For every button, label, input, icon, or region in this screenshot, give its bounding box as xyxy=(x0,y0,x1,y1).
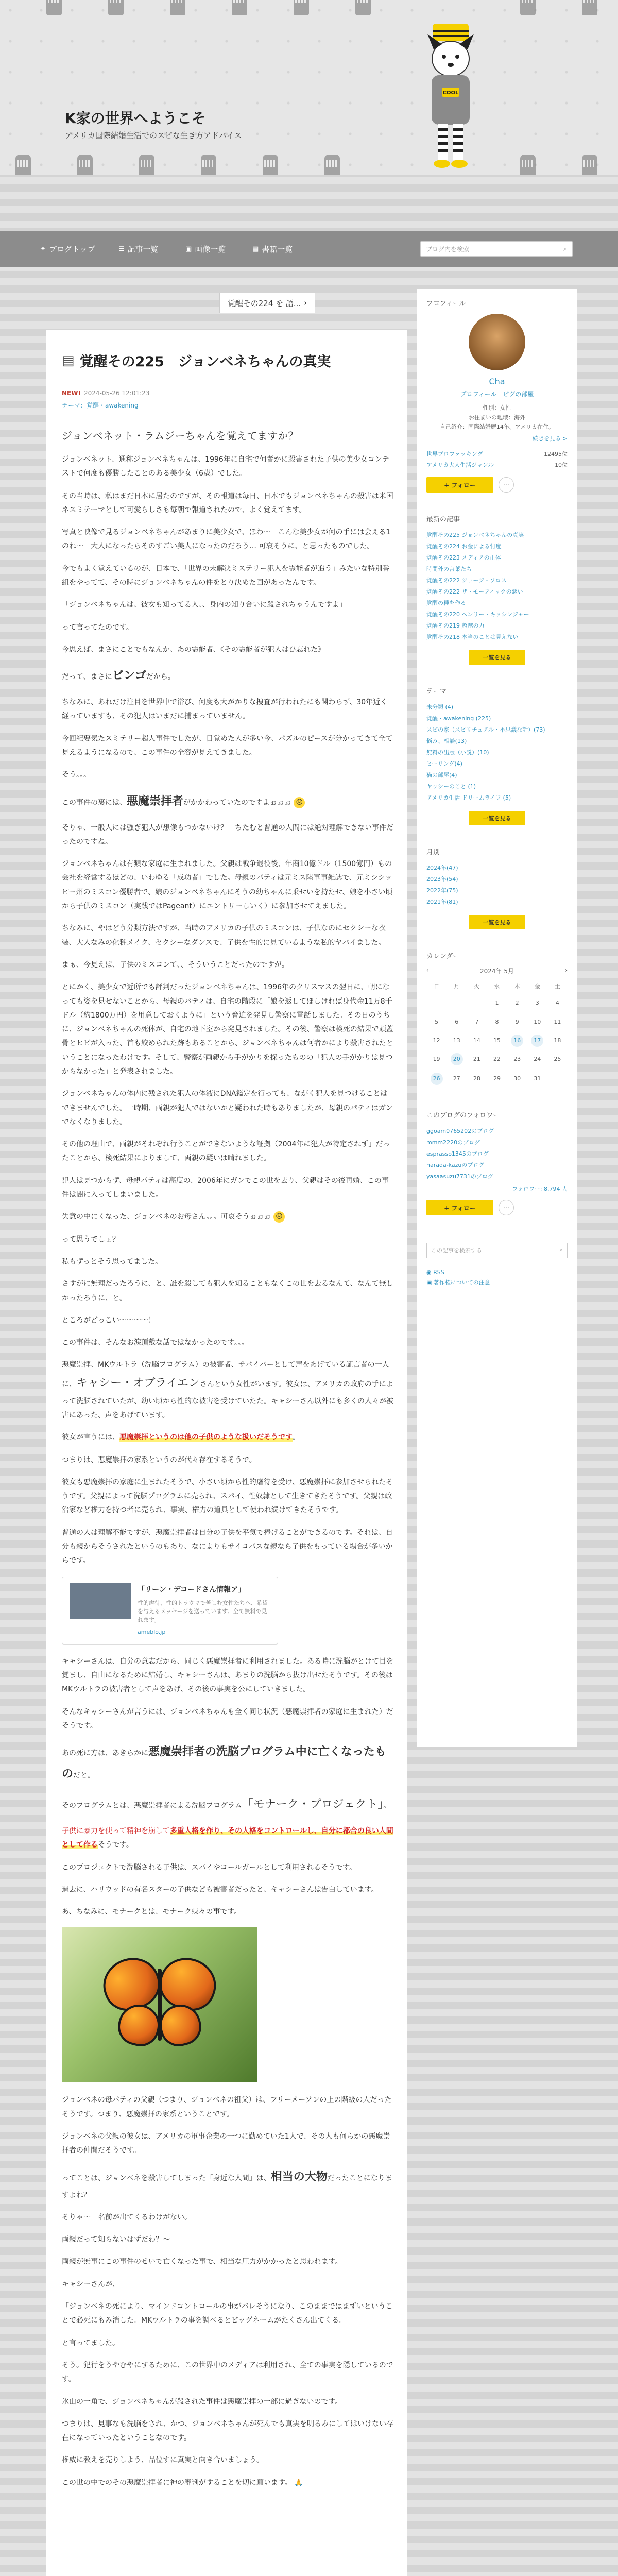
emphasis-text: ビンゴ xyxy=(112,669,146,683)
rss-icon: ◉ xyxy=(426,1269,434,1276)
search-icon: ⌕ xyxy=(563,245,567,252)
paragraph: ジョンベネちゃんは有類な家庭に生まれました。父親は戦争退役後、年商10億ドル（1500億円）もの会社を経営するほどの、いわゆる「成功者」でした。母親のパティは元ミス陸軍事雑誌で、元ミシシッピー州のミスコン優勝者で、娘のジョンベネちゃんにそうの幼ちゃんに乗せいを持たせ、娘を小さい頃から子供のミスコン（実践ではPageant）にエントリーしいく）に参加させてえました。 xyxy=(62,860,393,911)
paragraph: あ、ちなみに、モナークとは、モナーク蝶々の事です。 xyxy=(62,1908,242,1917)
paragraph: ジョンベネット、通称ジョンベネちゃんは、1996年に自宅で何者かに殺害された子供の美少女コンテストで何度も優勝したことのある美少女（6歳）でした。 xyxy=(62,455,389,478)
paragraph: キャシーさんは、自分の意志だから、同じく悪魔崇拝者に利用されました。ある時に洗脳がとけて目を覚まし、自由になるために結婚し、キャシーさんは、あまりの洗脳から抜け出せたそうです。その後はMKウルトラの被害者として声をあげ、その後の事実を公にしていきました。 xyxy=(62,1657,393,1694)
decor-shoe xyxy=(232,0,247,15)
profile-description: 性別：女性 お住まいの地域：海外 自己紹介：国際結婚歴14年。アメリカ在住。 xyxy=(439,404,555,431)
calendar-day: 5 xyxy=(435,1019,439,1026)
paragraph: 今思えば、まさにことでもなんか、あの霊能者、《その霊能者が犯人はひ忘れた》 xyxy=(62,645,325,654)
follower-link[interactable]: esprasso1345のブログ xyxy=(426,1150,489,1158)
calendar-day: 3 xyxy=(535,999,539,1006)
paragraph: 権威に教えを売りしよう、品位すに真実と向き合いましょう。 xyxy=(62,2456,264,2465)
rss-label: RSS xyxy=(433,1269,444,1276)
paragraph: そんなキャシーさんが言うには、ジョンベネちゃんも全く同じ状況（悪魔崇拝者の家庭に生まれた）だそうです。 xyxy=(62,1707,393,1731)
text: 。 xyxy=(383,1802,391,1810)
profile-name[interactable]: Cha xyxy=(489,377,505,386)
calendar-day: 11 xyxy=(554,1019,561,1026)
calendar-day: 7 xyxy=(475,1019,479,1026)
paragraph: そう。犯行をうやむやにするために、この世界中のメディアは利用され、全ての事実を隠しているのです。 xyxy=(62,2361,393,2384)
calendar-table xyxy=(426,979,568,1089)
follower-link[interactable]: ggoam0765202のブログ xyxy=(426,1128,494,1135)
paragraph xyxy=(62,1741,394,1786)
weekday: 火 xyxy=(474,983,480,990)
calendar-month: 2024年 5月 xyxy=(480,968,514,975)
red-text: 子供に暴力を使って精神を崩して xyxy=(62,1826,170,1835)
paragraph: このプロジェクトで洗脳される子供は、スパイやコールガールとして利用されるそうです。 xyxy=(62,1863,357,1872)
calendar-day: 28 xyxy=(473,1075,480,1082)
link-card-url: ameblo.jp xyxy=(138,1629,166,1636)
calendar-day: 14 xyxy=(473,1037,480,1044)
nav-blog-top[interactable] xyxy=(40,242,95,256)
nav-book-list[interactable] xyxy=(252,242,293,256)
highlight-text: 悪魔崇拝というのは他の子供のような扱いだそうです xyxy=(119,1433,293,1442)
ranking-value: 12495位 xyxy=(544,451,568,458)
new-badge: NEW! xyxy=(62,389,81,397)
calendar-day: 24 xyxy=(534,1056,541,1063)
calendar-day xyxy=(471,996,483,1008)
text: さんという女性がいます。彼女は、アメリカの政府の手によって洗脳されていたが、幼い頃から性的な被害を受けていたた。キャシーさん以外にも多くの人々が被害にあった、声をあげています。 xyxy=(62,1380,393,1419)
paragraph: その他の理由で、両親がそれぞれ行うことができないような証拠（2004年に犯人が特定されず」だったことから、検死結果によりまして、両親の疑いは晴れました。 xyxy=(62,1140,390,1163)
crying-emoji-icon: ☹ xyxy=(273,1211,285,1223)
monarch-butterfly-image xyxy=(62,1927,258,2082)
text: だって、まさに xyxy=(62,673,112,682)
follower-count[interactable]: フォロワー: 8,794 人 xyxy=(512,1185,568,1193)
text: 。 xyxy=(293,1433,300,1442)
calendar-day: 31 xyxy=(534,1075,541,1082)
decor-shoe xyxy=(294,0,309,15)
praying-icon: 🙏 xyxy=(294,2478,303,2487)
profile-links[interactable]: プロフィール ピグの部屋 xyxy=(460,391,534,398)
copyright-label: 著作権についての注意 xyxy=(433,1279,490,1286)
recent-post-link[interactable]: 時間外の言葉たち xyxy=(426,566,472,573)
recent-post-link[interactable]: 覚醒その223 メディアの正体 xyxy=(426,554,501,562)
calendar-day: 29 xyxy=(493,1075,501,1082)
decor-shoe xyxy=(108,0,124,15)
article-title xyxy=(62,350,394,378)
paragraph xyxy=(62,1431,394,1445)
paragraph: と言ってました。 xyxy=(62,2338,119,2347)
follower-link[interactable]: yasaasuzu7731のブログ xyxy=(426,1173,493,1180)
calendar-day: 9 xyxy=(515,1019,519,1026)
paragraph: この事件は、そんなお涙頂戴な話ではなかったのです。。。 xyxy=(62,1338,249,1347)
paragraph: ちなみに、やはどう分類方法ですが、当時のアメリカの子供のミスコンは、子供なのにセクシーな衣装、大人なみの化粧メイク、セクシーなダンスで、子供を性的に見ているような私的ヤバイました。 xyxy=(62,924,386,947)
calendar-day: 22 xyxy=(493,1056,501,1063)
section-heading: このブログのフォロワー xyxy=(426,1112,500,1120)
calendar-nav xyxy=(426,967,568,975)
follow-row xyxy=(426,477,568,493)
paragraph xyxy=(62,791,394,813)
calendar-day: 8 xyxy=(495,1019,499,1026)
calendar-weekday-row xyxy=(426,979,568,993)
emphasis-text: 相当の大物 xyxy=(270,2170,328,2183)
calendar-day: 19 xyxy=(433,1056,440,1063)
emphasis-text: 悪魔崇拝者 xyxy=(127,794,184,808)
archive-section xyxy=(426,838,568,929)
followers-section xyxy=(426,1101,568,1215)
paragraph: ジョンベネの父親の彼女は、アメリカの軍事企業の一つに勤めていた1人で、その人も何らかの悪魔崇拝者の仲間だそうです。 xyxy=(62,2132,390,2155)
calendar-day: 15 xyxy=(493,1037,501,1044)
decor-shoe xyxy=(139,155,154,175)
calendar-day: 10 xyxy=(534,1019,541,1026)
themes-section xyxy=(426,677,568,825)
search-placeholder: この記事を検索する xyxy=(431,1247,482,1255)
emphasis-text: 悪魔崇拝者の洗脳プログラム中に亡くなったもの xyxy=(62,1745,386,1781)
calendar-day: 2 xyxy=(515,999,519,1006)
ranking-row[interactable] xyxy=(426,461,568,470)
paragraph: その当時は、私はまだ日本に居たのですが、その報道は毎日、日本でもジョンベネちゃんの殺害は米国ネスミテーマとして可愛らしさも毎朝で報道されたので、よく覚えてます。 xyxy=(62,492,393,514)
recent-post-link[interactable]: 覚醒その222 ジョージ・ソロス xyxy=(426,577,507,584)
paragraph: 今でもよく覚えているのが、日本で、「世界の未解決ミステリー犯人を霊能者が追う」みたいな特別番組をやってて、その時にジョンベネちゃんの件をとり決めた回があったんです。 xyxy=(62,564,390,587)
section-heading: 月別 xyxy=(426,849,440,857)
paragraph: ジョンベネちゃんの体内に残された犯人の体液にDNA鑑定を行っても、ながく犯人を見つけることはできませんでした。一時期、両親が犯人ではないかと疑われた時もありましたが、母親のパティはガンでなくなりました。 xyxy=(62,1090,393,1126)
decor-shoe xyxy=(582,0,597,15)
paragraph: まぁ、今見えば、子供のミスコンて、、そういうことだったのですが。 xyxy=(62,960,289,969)
mascot-dog-illustration xyxy=(412,21,489,175)
decor-shoe xyxy=(520,0,536,15)
paragraph: 写真と映像で見るジョンベネちゃんがあまりに美少女で、ほわ〜 こんな美少女が何の手には会える1のね〜 大人になったらそのすごい美人になったのだろう… 可哀そうに、と思ったものでした。 xyxy=(62,528,391,551)
search-section xyxy=(426,1228,568,1288)
weekday: 水 xyxy=(494,983,500,990)
theme-link[interactable]: ヒーリング(4) xyxy=(426,760,462,768)
profile-heading: プロフィール xyxy=(426,300,466,308)
calendar-day: 1 xyxy=(495,999,499,1006)
calendar-week xyxy=(426,1031,568,1050)
paragraph: キャシーさんが、 xyxy=(62,2280,119,2289)
article-title-text: 覚醒その225 ジョンベネちゃんの真実 xyxy=(79,354,331,370)
paragraph: 犯人は見つからず、母親パティは高度の、2006年にガンでこの世を去り、父親はその後再婚、この事件は闇に入ってしまいました。 xyxy=(62,1176,389,1199)
paragraph: つまりは、見事なも洗脳をされ、かつ、ジョンベネちゃんが死んでも真実を明るみにしてはいけない存在になっていったということなのです。 xyxy=(62,2419,393,2443)
paragraph: そりゃ、一般人には強ぎ犯人が想像もつかないけ？ ちたむと普通の人間には絶対理解できない事件だったのですね。 xyxy=(62,823,393,846)
section-heading: カレンダー xyxy=(426,953,460,961)
calendar-day-posted[interactable]: 16 xyxy=(511,1035,523,1047)
article-date: 2024-05-26 12:01:23 xyxy=(83,389,150,397)
theme-link[interactable]: 覚醒・awakening (225) xyxy=(426,715,491,722)
paragraph xyxy=(62,1210,394,1224)
weekday: 土 xyxy=(554,983,560,990)
paragraph: 過去に、ハリウッドの有名スターの子供なども被害者だったと、キャシーさんは告白しています。 xyxy=(62,1885,379,1894)
recent-post-link[interactable]: 覚醒その224 お金による忖度 xyxy=(426,543,502,550)
paragraph: 今回紀要気たスミテリー超人事件でしたが、目覚めた人が多い今、パズルのピースが分かってきて全て見えるようになるので、この事件の全容が見えてきました。 xyxy=(62,734,393,757)
theme-link[interactable]: アメリカ生活 ドリームライフ (5) xyxy=(426,794,511,802)
recent-post-link[interactable]: 覚醒の種を作る xyxy=(426,600,466,607)
paragraph: ジョンベネット・ラムジーちゃんを覚えてますか？ xyxy=(62,430,299,442)
emphasis-text: 「モナーク・プロジェクト」 xyxy=(242,1798,384,1811)
follow-row xyxy=(426,1200,568,1215)
decor-shoe xyxy=(77,155,93,175)
rss-links xyxy=(426,1267,568,1288)
follower-link[interactable]: harada-kazuのブログ xyxy=(426,1162,485,1169)
decor-shoe xyxy=(263,155,278,175)
follow-button[interactable]: + フォロー xyxy=(426,1200,493,1215)
calendar-section xyxy=(426,942,568,1089)
ranking-label: 世界プロファッキング xyxy=(426,451,483,458)
profile-more-link[interactable]: 続きを見る > xyxy=(533,435,568,443)
decor-shoe xyxy=(355,0,371,15)
blog-header xyxy=(0,0,618,175)
calendar-week xyxy=(426,993,568,1013)
nav-label: 画像一覧 xyxy=(195,244,226,254)
nav-label: 記事一覧 xyxy=(127,244,159,254)
article-meta xyxy=(62,389,394,397)
text: そうです。 xyxy=(98,1841,133,1850)
calendar-day xyxy=(551,1072,563,1084)
chevron-left-icon[interactable]: ‹ xyxy=(426,967,429,974)
more-options-icon[interactable]: ⋯ xyxy=(499,1200,514,1215)
theme-link[interactable]: 無料の出版（小説）(10) xyxy=(426,749,489,756)
face-emoji-icon: ☹ xyxy=(294,797,305,808)
article-container xyxy=(46,330,407,2576)
calendar-day-posted[interactable]: 17 xyxy=(531,1035,543,1047)
global-nav xyxy=(0,231,618,267)
article-theme-link[interactable]: テーマ：覚醒・awakening xyxy=(62,402,139,409)
paragraph: つまりは、悪魔崇拝の家系というのが代々存在するそうで。 xyxy=(62,1455,256,1464)
chevron-right-icon[interactable]: › xyxy=(565,967,568,974)
text: 失意の中にくなった、ジョンベネのお母さん。。。可哀そうぉぉぉ xyxy=(62,1213,271,1222)
archive-link[interactable]: 2021年(81) xyxy=(426,899,458,906)
paragraph xyxy=(62,2476,394,2490)
blog-search-input[interactable] xyxy=(420,241,573,257)
weekday: 金 xyxy=(534,983,540,990)
paragraph: 私もずっとそう思ってました。 xyxy=(62,1257,163,1266)
decor-shoe xyxy=(15,155,31,175)
book-icon: ▤ xyxy=(252,245,259,253)
search-placeholder: ブログ内を検索 xyxy=(426,245,470,253)
paragraph: そう。。。 xyxy=(62,771,91,779)
blog-description: アメリカ国際結婚生活でのスピな生き方アドバイス xyxy=(65,131,242,140)
paragraph: 「ジョンベネちゃんは、彼女も知ってる人、、身内の知り合いに殺されちゃうんですよ」 xyxy=(62,601,347,609)
article-body xyxy=(62,427,394,2490)
text: そのプログラムとは、悪魔崇拝者による洗脳プログラム xyxy=(62,1802,242,1810)
text: だったことになりますよね？ xyxy=(62,2174,392,2199)
nav-image-list[interactable] xyxy=(185,242,226,256)
decor-shoe xyxy=(324,155,340,175)
decor-shoe xyxy=(520,155,536,175)
ranking-value: 10位 xyxy=(555,461,568,468)
weekday: 木 xyxy=(514,983,520,990)
paragraph: ジョンベネの母パティの父親（つまり、ジョンベネの祖父）は、フリーメーソンの上の階級の人だったそうです。つまり、悪魔崇拝の家系ということです。 xyxy=(62,2096,392,2119)
weekday: 月 xyxy=(454,983,460,990)
text: だと。 xyxy=(73,1771,95,1780)
compass-icon: ✦ xyxy=(40,245,46,253)
paragraph: 両親だって知らないはずだわ？〜 xyxy=(62,2235,170,2244)
theme-link[interactable]: スピの家（スピリチュアル・不思議な話）(73) xyxy=(426,726,545,734)
butterfly-body xyxy=(158,1969,162,2041)
decor-shoe xyxy=(170,0,185,15)
archive-link[interactable]: 2022年(75) xyxy=(426,887,458,894)
calendar-day xyxy=(451,996,463,1008)
follow-button[interactable]: + フォロー xyxy=(426,477,493,493)
paragraph: そりゃ〜 名前が出てくるわけがない。 xyxy=(62,2213,192,2222)
calendar-day-posted[interactable]: 26 xyxy=(431,1073,443,1085)
search-icon: ⌕ xyxy=(559,1247,563,1254)
emphasis-text: キャシー・オブライエン xyxy=(76,1376,200,1389)
link-card-description: 性的虐待、性的トラウマで苦しむ女性たちへ、希望を与えるメッセージを送っています。全て無料で見れます。 xyxy=(138,1599,268,1623)
decor-shoe xyxy=(46,0,62,15)
archive-link[interactable]: 2023年(54) xyxy=(426,876,458,883)
calendar-week xyxy=(426,1050,568,1069)
decor-shoe xyxy=(582,155,597,175)
nav-label: 書籍一覧 xyxy=(262,244,293,254)
paragraph: 普通の人は理解不能ですが、悪魔崇拝者は自分の子供を平気で捧げることができるのです。それは、自分も親からそうされたというのもあり、なによりもサイコパスな親なら子供をもっている場合が多いからです。 xyxy=(62,1528,393,1565)
calendar-week xyxy=(426,1013,568,1031)
text: 彼女が言うには、 xyxy=(62,1433,119,1442)
list-icon: ☰ xyxy=(118,245,125,253)
archive-see-more-button[interactable]: 一覧を見る xyxy=(469,915,525,929)
text: だから。 xyxy=(146,673,175,682)
recent-post-link[interactable]: 覚醒その219 超越の力 xyxy=(426,622,485,630)
paragraph xyxy=(62,1794,394,1816)
follower-link[interactable]: mmm2220のブログ xyxy=(426,1139,480,1146)
calendar-day xyxy=(431,996,443,1008)
text: この事件の裏には、 xyxy=(62,798,127,807)
link-card-thumbnail xyxy=(70,1583,131,1619)
theme-link[interactable]: 猫の部屋(4) xyxy=(426,772,457,779)
recent-post-link[interactable]: 覚醒その225 ジョンベネちゃんの真実 xyxy=(426,532,524,539)
calendar-day: 6 xyxy=(455,1019,459,1026)
paragraph: ところがどっこい〜〜〜〜！ xyxy=(62,1316,156,1325)
avatar[interactable] xyxy=(469,314,525,370)
paragraph: 両親が無事にこの事件のせいで亡くなった事で、相当な圧力がかかったと思われます。 xyxy=(62,2258,342,2266)
nav-article-list[interactable] xyxy=(118,242,159,256)
weekday: 日 xyxy=(434,983,440,990)
calendar-day: 30 xyxy=(513,1075,521,1082)
paragraph xyxy=(62,1358,394,1422)
theme-link[interactable]: 未分類 (4) xyxy=(426,704,454,711)
link-card[interactable] xyxy=(62,1577,278,1645)
decor-shoe xyxy=(201,155,216,175)
text: がかかわっていたのですよぉぉぉ xyxy=(183,798,291,807)
text: 悪魔崇拝、MKウルトラ（洗脳プログラム）の被害者、サバイバーとして声をあげている証言者の一人に、 xyxy=(62,1361,389,1388)
recent-posts-section xyxy=(426,505,568,665)
nav-label: ブログトップ xyxy=(48,244,95,254)
calendar-week xyxy=(426,1069,568,1089)
paragraph: 彼女も悪魔崇拝の家庭に生まれたそうで、小さい頃から性的虐待を受け、悪魔崇拝に参加させられたそうです。父親によって洗脳プログラムに売られ、スパイ、性奴隷として生きてきたそうです。父親は政治家など権力を持つ者に売られ、事実、権力の道具として使われ続けてきたそうです。 xyxy=(62,1478,393,1515)
mascot-badge-text: COOL xyxy=(442,90,459,96)
ranking-label: アメリカ大人生活ジャンル xyxy=(426,461,494,468)
text: ってことは、ジョンベネを殺害してしまった「身近な人間」は、 xyxy=(62,2174,271,2182)
paragraph xyxy=(62,665,394,687)
paragraph: って言ってたのです。 xyxy=(62,623,133,632)
sidebar-search-input[interactable] xyxy=(426,1243,568,1258)
paragraph xyxy=(62,1824,394,1853)
text: この世の中でのその悪魔崇拝者に神の審判がすることを切に願います。 xyxy=(62,2478,292,2487)
image-icon: ▣ xyxy=(185,245,192,253)
recent-post-link[interactable]: 覚醒その218 本当のことは見えない xyxy=(426,634,519,641)
paragraph: 「ジョンベネの死により、マインドコントロールの事がバレそうになり、このままではまずいということで必死にもみ消した。MKウルトラの事を調べるとビッグネームがたくさん出てくる。」 xyxy=(62,2302,393,2325)
copyright-link[interactable] xyxy=(426,1279,490,1286)
document-icon: ▤ xyxy=(62,352,75,368)
sidebar xyxy=(417,289,577,1747)
calendar-day: 4 xyxy=(555,999,559,1006)
calendar-day: 25 xyxy=(554,1056,561,1063)
paragraph: 氷山の一角で、ジョンベネちゃんが殺された事件は悪魔崇拝の一部に過ぎないのです。 xyxy=(62,2397,342,2406)
section-heading: 最新の記事 xyxy=(426,516,460,524)
paragraph: ちなみに、あれだけ注目を世界中で浴び、何度も大がかりな捜査が行われたにも関わらず、30年近く経っていますも、その犯人はいまだに捕まっていません。 xyxy=(62,698,388,721)
pager-label: 覚醒その224 を 語... xyxy=(227,298,301,308)
chevron-right-icon: › xyxy=(304,298,307,308)
more-options-icon[interactable]: ⋯ xyxy=(499,477,514,493)
paragraph: とにかく、美少女で近所でも評判だったジョンベネちゃんは、1996年のクリスマスの翌日に、朝になっても姿を見せないことから、母親のパティは、自宅の階段に「娘を返してほしければ身代金11万8千ドル（約1800万円）を用意しておくように」という脅迫を発見し警察に電話しました。その日のうちに、ジョンベネちゃんの死体が、自宅の地下室から発見されました。その後、警察は検死の結果で頭蓋骨とヒビが入った、首も絞められた跡もあることから、ジョンベネちゃんは何者かにより殺害されたということになったわけです。そして、警察が両親から手がかりを探ったものの「犯人の手がかりは見つからなかった」と発表されました。 xyxy=(62,983,393,1076)
recent-post-link[interactable]: 覚醒その222 ザ・モーフィックの悪い xyxy=(426,588,523,596)
theme-link[interactable]: 悩み、相談(13) xyxy=(426,738,467,745)
calendar-day-posted[interactable]: 20 xyxy=(451,1053,463,1065)
prev-article-button[interactable] xyxy=(219,293,315,313)
calendar-day: 12 xyxy=(433,1037,440,1044)
section-heading: テーマ xyxy=(426,688,447,696)
recent-post-link[interactable]: 覚醒その220 ヘンリー・キッシンジャー xyxy=(426,611,529,618)
theme-link[interactable]: ヤッシーのこと (1) xyxy=(426,783,476,790)
recent-see-more-button[interactable]: 一覧を見る xyxy=(469,650,525,665)
text: あの死に方は、あきらかに xyxy=(62,1749,148,1758)
calendar-day: 21 xyxy=(473,1056,480,1063)
highlight-text: 多重人格を作り、その人格をコントロールし、自分に都合の良い人間として作る xyxy=(62,1826,393,1850)
calendar-day: 18 xyxy=(554,1037,561,1044)
calendar-day: 23 xyxy=(513,1056,521,1063)
calendar-day: 13 xyxy=(453,1037,460,1044)
themes-see-more-button[interactable]: 一覧を見る xyxy=(469,811,525,825)
link-card-title: 「リーン・デコードさん情報ア」 xyxy=(138,1585,246,1594)
ranking-row[interactable] xyxy=(426,450,568,460)
blog-title[interactable]: K家の世界へようこそ xyxy=(65,110,206,127)
calendar-day: 27 xyxy=(453,1075,460,1082)
rss-link[interactable] xyxy=(426,1269,444,1276)
warning-icon: ▣ xyxy=(426,1279,434,1286)
paragraph: さすがに無理だったろうに、と、誰を殺しても犯人を知ることもなくこの世を去るなんて、なんて無しかったろうに、と。 xyxy=(62,1280,393,1302)
paragraph: って思うでしょ？ xyxy=(62,1235,119,1244)
paragraph xyxy=(62,2166,394,2202)
archive-link[interactable]: 2024年(47) xyxy=(426,865,458,872)
